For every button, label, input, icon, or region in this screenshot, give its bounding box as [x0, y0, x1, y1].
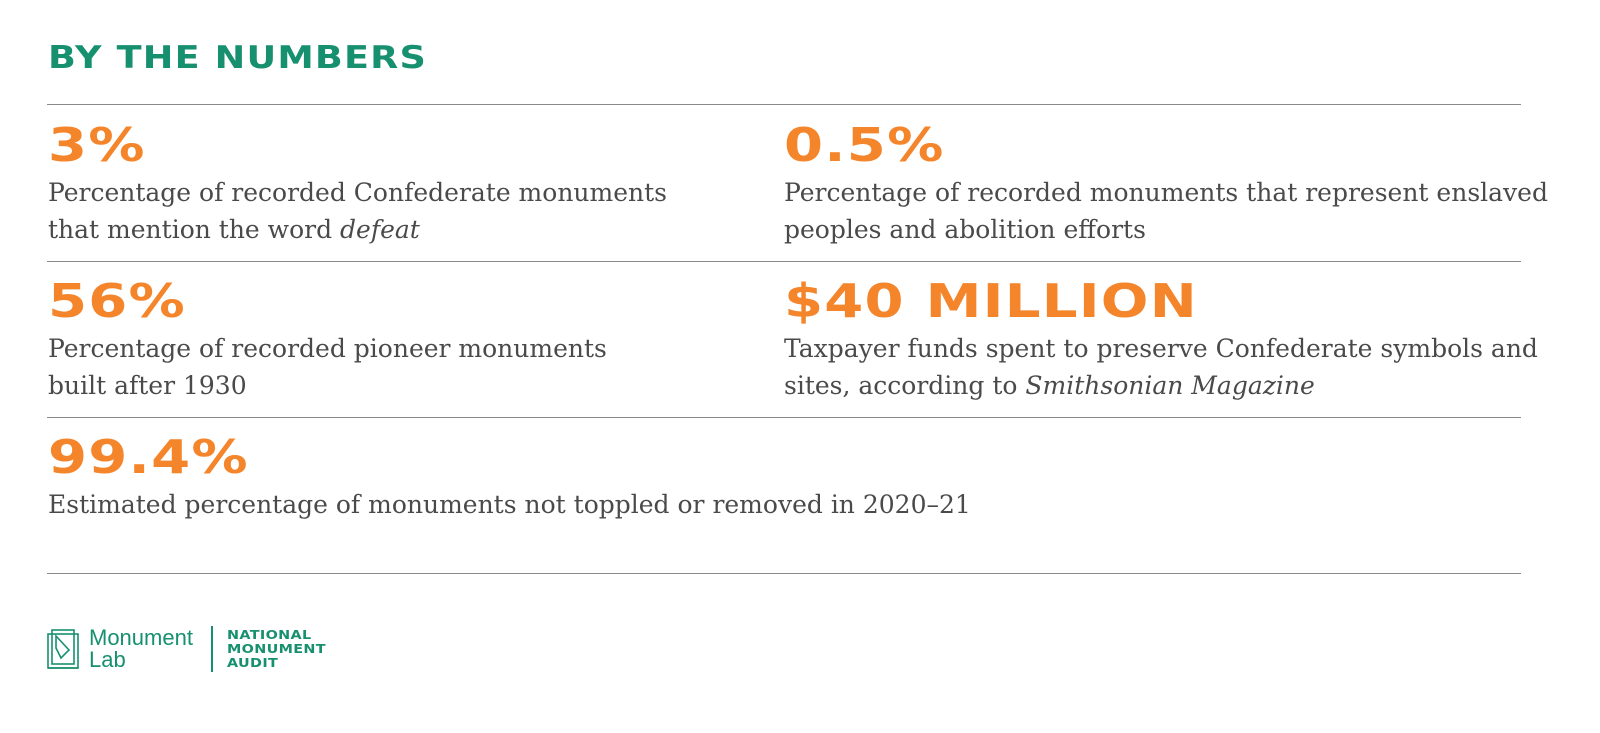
- stat-value: 99.4%: [48, 430, 249, 484]
- stat-value: 3%: [48, 118, 146, 172]
- stat-value: $40 MILLION: [784, 274, 1198, 328]
- stat-description-emphasis: Smithsonian Magazine: [1025, 371, 1315, 400]
- stat-description-emphasis: defeat: [340, 215, 420, 244]
- stat-value: 56%: [48, 274, 186, 328]
- footer-logos: [47, 624, 326, 674]
- stat-description-line: Estimated percentage of monuments not toppled or removed in 2020–21: [48, 490, 971, 519]
- stat-description-line: [48, 211, 667, 248]
- stat-description-line: Percentage of recorded Confederate monuments: [48, 178, 667, 207]
- stat-description: [784, 174, 1548, 248]
- monument-lab-icon: [47, 628, 81, 670]
- logo-text-line: NATIONAL: [226, 627, 312, 642]
- stat-description-line: built after 1930: [48, 371, 247, 400]
- stat-confederate-defeat: [48, 120, 667, 248]
- stat-pioneer-monuments: [48, 276, 607, 404]
- stat-description: [784, 330, 1538, 404]
- divider-rule: [47, 573, 1521, 574]
- logo-divider: [211, 626, 213, 672]
- logo-text-line: Lab: [89, 647, 126, 672]
- divider-rule: [47, 261, 1521, 262]
- stat-description-text: sites, according to: [784, 371, 1026, 400]
- stat-description-line: [784, 367, 1538, 404]
- divider-rule: [47, 417, 1521, 418]
- stat-description: [48, 330, 607, 404]
- stat-description-line: Taxpayer funds spent to preserve Confederate symbols and: [784, 334, 1538, 363]
- logo-text-line: Monument: [89, 625, 193, 650]
- stat-not-toppled: [48, 432, 971, 523]
- logo-text-line: AUDIT: [226, 655, 279, 670]
- logo-text-line: MONUMENT: [226, 641, 326, 656]
- stat-description: [48, 174, 667, 248]
- national-monument-audit-wordmark: [227, 628, 326, 670]
- stat-value: 0.5%: [784, 118, 945, 172]
- stat-description-line: Percentage of recorded monuments that represent enslaved: [784, 178, 1548, 207]
- divider-rule: [47, 104, 1521, 105]
- stat-description-text: that mention the word: [48, 215, 341, 244]
- page-title: BY THE NUMBERS: [48, 40, 428, 76]
- stat-description-line: peoples and abolition efforts: [784, 215, 1146, 244]
- stat-enslaved-peoples: [784, 120, 1548, 248]
- stat-description: [48, 486, 971, 523]
- monument-lab-wordmark: [89, 627, 193, 671]
- stat-taxpayer-funds: [784, 276, 1538, 404]
- stat-description-line: Percentage of recorded pioneer monuments: [48, 334, 607, 363]
